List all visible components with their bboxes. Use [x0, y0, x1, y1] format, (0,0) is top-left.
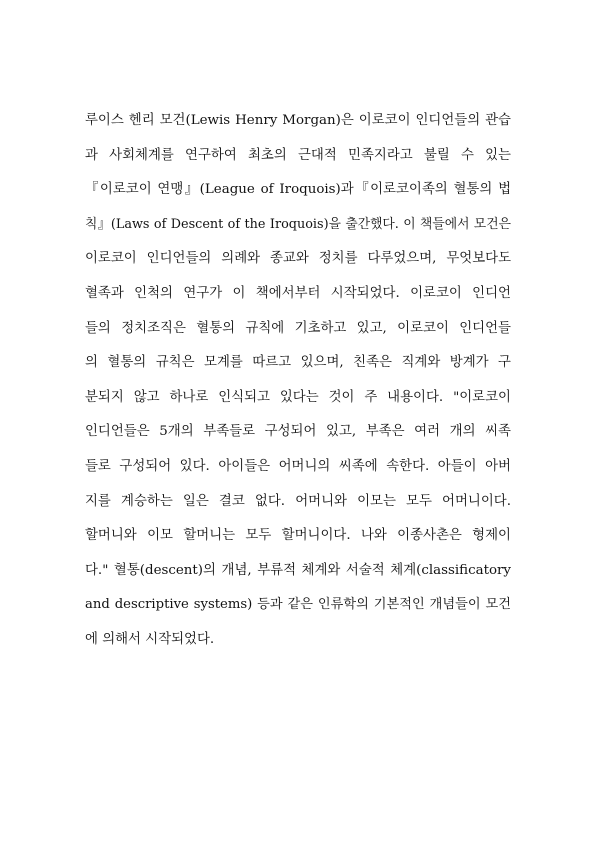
paragraph-line: 이로코이 인디언들의 의례와 종교와 정치를 다루었으며, 무엇보다도 [85, 251, 511, 267]
paragraph-line: and descriptive systems) 등과 같은 인류학의 기본적인 개념들이 모건 [85, 597, 511, 613]
paragraph-line: 인디언들은 5개의 부족들로 구성되어 있고, 부족은 여러 개의 씨족 [85, 424, 511, 440]
paragraph-line: 과 사회체계를 연구하여 최초의 근대적 민족지라고 불릴 수 있는 [85, 147, 511, 163]
paragraph-line: 들의 정치조직은 혈통의 규칙에 기초하고 있고, 이로코이 인디언들 [85, 320, 511, 336]
paragraph-line: 『이로코이 연맹』(League of Iroquois)과『이로코이족의 혈통의 법 [85, 182, 511, 198]
paragraph-line: 의 혈통의 규칙은 모계를 따르고 있으며, 친족은 직계와 방계가 구 [85, 355, 511, 371]
paragraph-line: 혈족과 인척의 연구가 이 책에서부터 시작되었다. 이로코이 인디언 [85, 285, 511, 301]
paragraph-line: 들로 구성되어 있다. 아이들은 어머니의 씨족에 속한다. 아들이 아버 [85, 458, 511, 474]
paragraph-line: 할머니와 이모 할머니는 모두 할머니이다. 나와 이종사촌은 형제이 [85, 528, 511, 544]
paragraph-line: 분되지 않고 하나로 인식되고 있다는 것이 주 내용이다. "이로코이 [85, 389, 511, 405]
paragraph-line: 다." 혈통(descent)의 개념, 부류적 체계와 서술적 체계(classificatory [85, 562, 511, 578]
body-paragraph [85, 108, 511, 662]
paragraph-line: 지를 계승하는 일은 결코 없다. 어머니와 이모는 모두 어머니이다. [85, 493, 511, 509]
paragraph-line: 루이스 헨리 모건(Lewis Henry Morgan)은 이로코이 인디언들의 관습 [85, 113, 511, 128]
paragraph-line: 에 의해서 시작되었다. [85, 631, 215, 647]
paragraph-line: 칙』(Laws of Descent of the Iroquois)을 출간했다. 이 책들에서 모건은 [85, 216, 511, 232]
